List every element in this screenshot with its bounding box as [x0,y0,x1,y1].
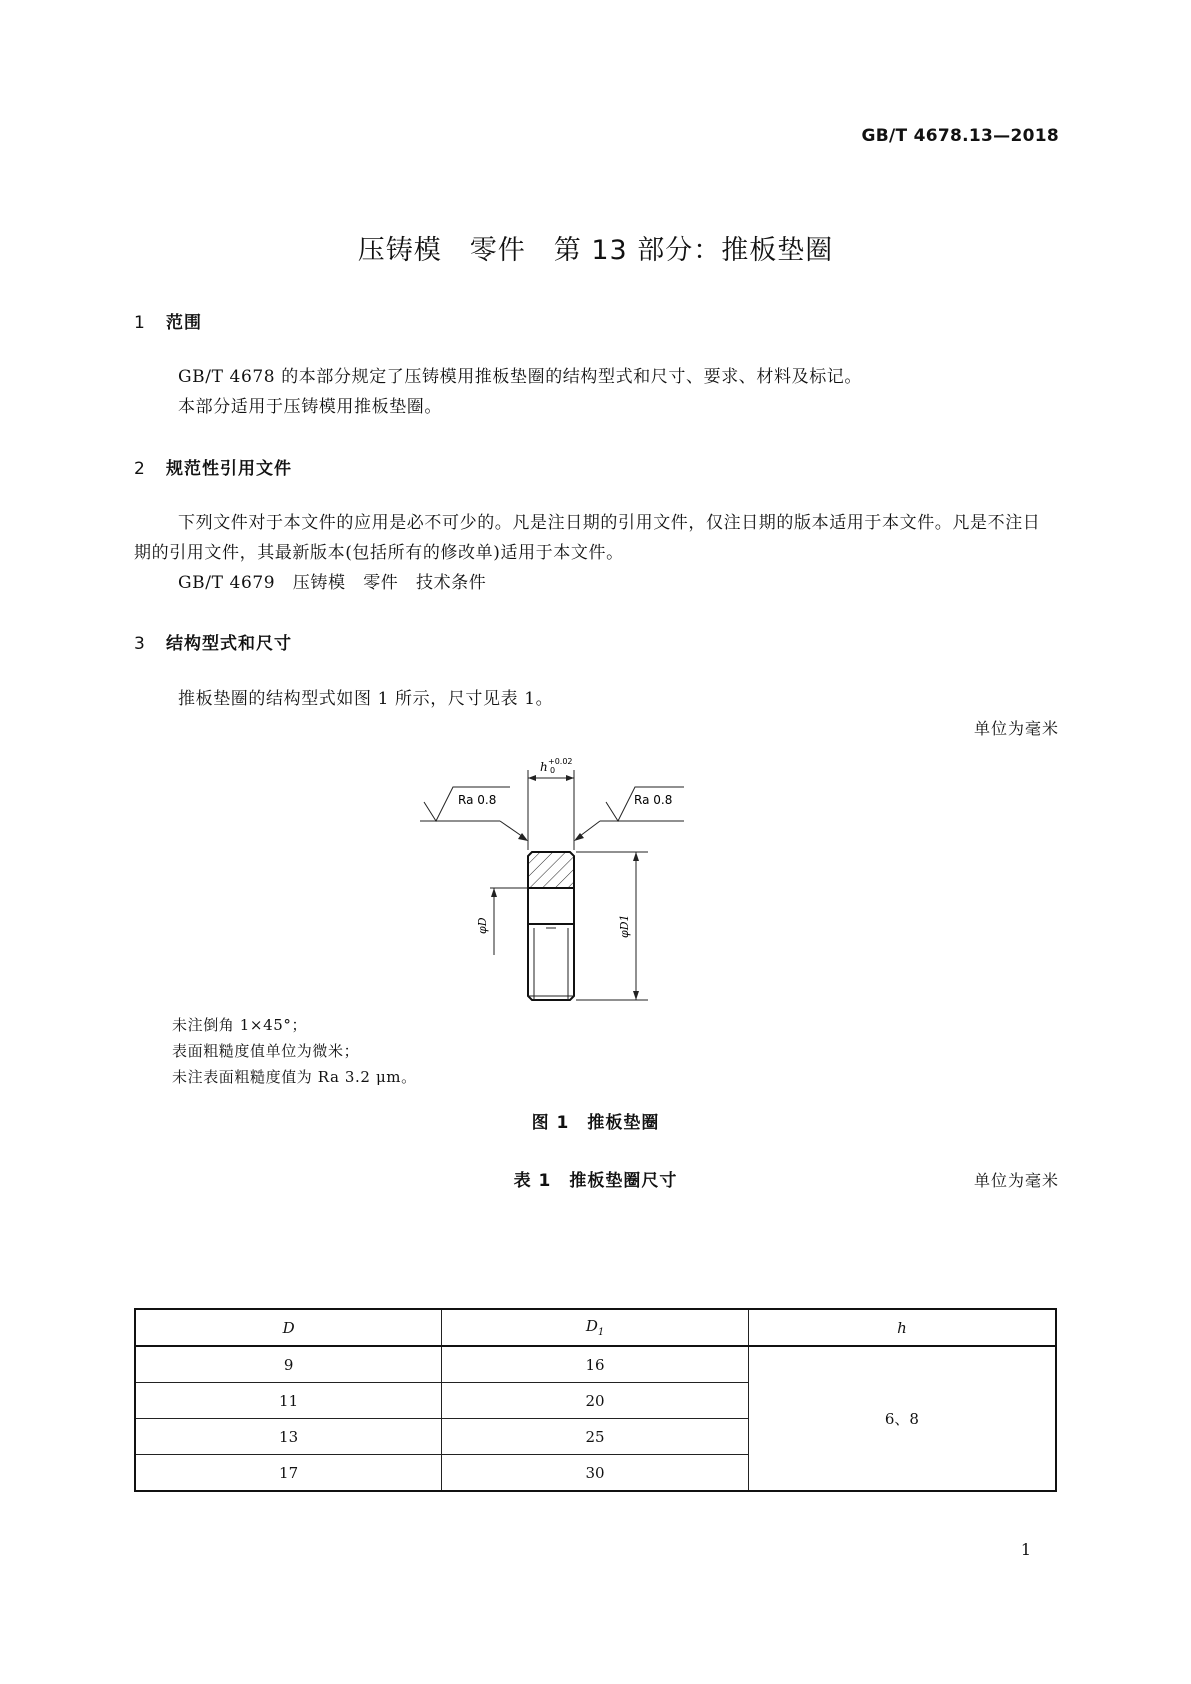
phi-D-label: φD [476,917,489,934]
section-3-heading [134,629,292,654]
washer-bore [528,888,574,924]
washer-section-hatched [528,852,574,888]
table-row [135,1346,1056,1383]
section-2-body [134,508,1057,598]
washer-lower-body [528,924,574,1000]
figure-caption: 图 1 推板垫圈 [531,1113,660,1133]
section-1-body [134,362,1057,422]
header-D1-base: D [585,1317,598,1335]
section-2-heading [134,454,292,479]
page-number: 1 [1020,1540,1031,1559]
cell-D: 11 [135,1383,442,1419]
phi-D1-label: φD1 [618,914,631,938]
standard-code: GB/T 4678.13—2018 [861,126,1059,146]
section-number: 3 [134,634,146,654]
cell-D1: 25 [442,1419,749,1455]
header-D1 [442,1309,749,1346]
cell-D: 9 [135,1346,442,1383]
washer-drawing [400,750,700,1010]
page-title: 压铸模 零件 第 13 部分：推板垫圈 [357,235,834,266]
h-tolerance-label: h [540,760,548,774]
cell-D1: 16 [442,1346,749,1383]
roughness-value-left: Ra 0.8 [458,793,497,807]
table-header-row [135,1309,1056,1346]
cell-D1: 20 [442,1383,749,1419]
arrow-head [491,888,497,897]
roughness-value-right: Ra 0.8 [634,793,673,807]
arrow-head [528,775,536,781]
header-D1-subscript: 1 [597,1327,605,1338]
section-title: 范围 [166,313,202,333]
paragraph: GB/T 4678 的本部分规定了压铸模用推板垫圈的结构型式和尺寸、要求、材料及标记。 [178,367,863,387]
arrow-head [633,991,639,1000]
arrow-head [633,852,639,861]
header-D: D [135,1309,442,1346]
cell-D: 13 [135,1419,442,1455]
table-unit-label: 单位为毫米 [973,1171,1059,1190]
section-3-body [134,684,1057,714]
section-1-heading [134,308,202,333]
reference-item: GB/T 4679 压铸模 零件 技术条件 [178,573,487,593]
arrow-head [566,775,574,781]
paragraph: 本部分适用于压铸模用推板垫圈。 [178,397,442,417]
cell-D: 17 [135,1455,442,1492]
cell-D1: 30 [442,1455,749,1492]
section-title: 规范性引用文件 [166,459,292,479]
figure-unit-label: 单位为毫米 [973,719,1059,738]
paragraph: 推板垫圈的结构型式如图 1 所示，尺寸见表 1。 [178,689,554,709]
header-h: h [748,1309,1056,1346]
section-number: 2 [134,459,146,479]
figure-notes [172,1012,417,1090]
table-caption: 表 1 推板垫圈尺寸 [513,1171,678,1191]
figure-note: 表面粗糙度值单位为微米； [172,1042,360,1060]
figure-note: 未注倒角 1×45°； [172,1016,308,1034]
section-number: 1 [134,313,146,333]
paragraph: 下列文件对于本文件的应用是必不可少的。凡是注日期的引用文件，仅注日期的版本适用于本文件。凡是不注日期的引用文件，其最新版本(包括所有的修改单)适用于本文件。 [134,513,1041,563]
section-title: 结构型式和尺寸 [166,634,292,654]
h-tolerance-lower: 0 [550,766,556,775]
dimensions-table [134,1308,1057,1492]
cell-h: 6、8 [748,1346,1056,1491]
h-tolerance-upper: +0.02 [548,757,573,766]
figure-note: 未注表面粗糙度值为 Ra 3.2 μm。 [172,1068,417,1086]
